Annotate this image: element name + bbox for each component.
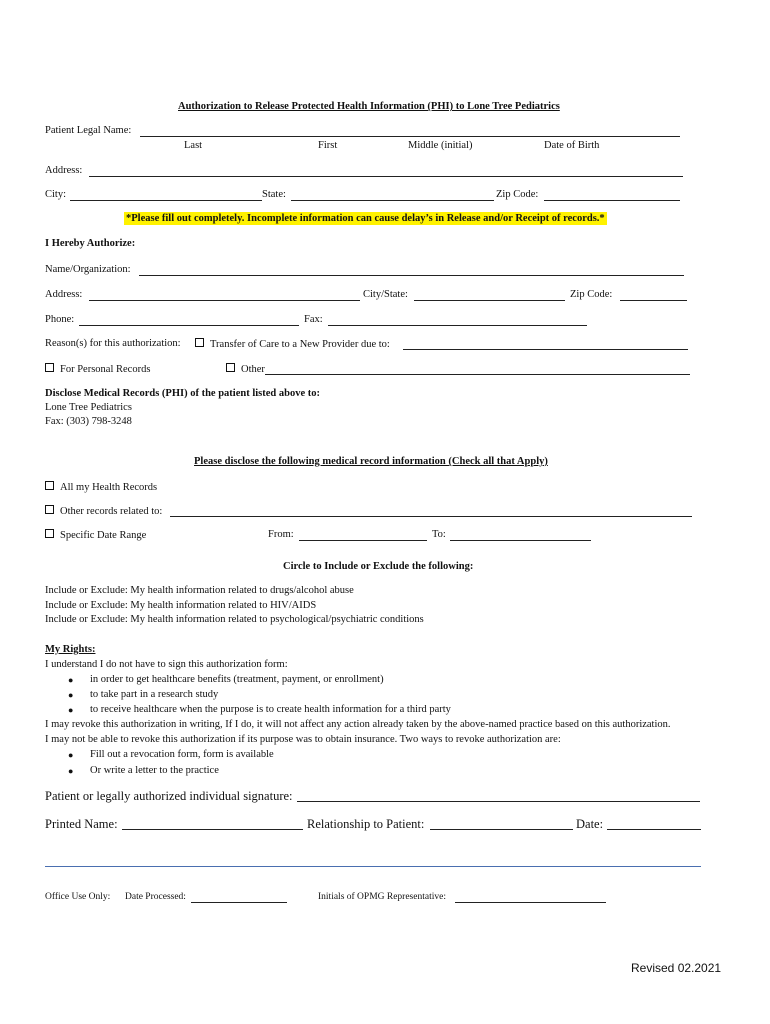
other-reason-field[interactable] [265,374,690,375]
patient-legal-name-field[interactable] [140,136,680,137]
form-title: Authorization to Release Protected Health Information (PHI) to Lone Tree Pediatrics [178,101,560,112]
patient-city-field[interactable] [70,200,262,201]
reasons-label: Reason(s) for this authorization: [45,338,181,349]
name-organization-label: Name/Organization: [45,264,131,275]
date-range-checkbox[interactable] [45,529,54,538]
signature-label: Patient or legally authorized individual signature: [45,789,293,803]
include-exclude-hiv[interactable]: Include or Exclude: My health information related to HIV/AIDS [45,600,317,611]
disclose-heading: Disclose Medical Records (PHI) of the patient listed above to: [45,388,320,399]
last-name-caption: Last [184,140,203,151]
org-zip-label: Zip Code: [570,289,613,300]
other-option[interactable]: Other [226,363,265,375]
bullet-icon: ● [68,766,74,776]
circle-heading: Circle to Include or Exclude the following: [283,561,474,572]
from-label: From: [268,529,294,540]
bullet-icon: ● [68,750,74,760]
date-of-birth-caption: Date of Birth [544,140,600,151]
other-checkbox[interactable] [226,363,235,372]
first-name-caption: First [318,140,338,151]
to-label: To: [432,529,446,540]
authorize-heading: I Hereby Authorize: [45,238,136,249]
include-exclude-drugs[interactable]: Include or Exclude: My health information related to drugs/alcohol abuse [45,585,354,596]
relationship-label: Relationship to Patient: [307,817,425,831]
date-processed-label: Date Processed: [125,892,186,902]
printed-name-field[interactable] [122,829,303,830]
rights-bullet: to take part in a research study [90,689,219,700]
org-city-state-label: City/State: [363,289,408,300]
rights-bullet: to receive healthcare when the purpose is to create health information for a third party [90,704,451,715]
revoke-insurance-statement: I may not be able to revoke this authorization if its purpose was to obtain insurance. Two ways to revoke authorization are: [45,734,561,745]
other-records-field[interactable] [170,516,692,517]
patient-legal-name-label: Patient Legal Name: [45,125,132,136]
revoke-way: Fill out a revocation form, form is available [90,749,274,760]
signature-date-label: Date: [576,817,604,831]
patient-address-label: Address: [45,165,83,176]
include-exclude-psych[interactable]: Include or Exclude: My health information related to psychological/psychiatric conditions [45,614,424,625]
records-heading: Please disclose the following medical record information (Check all that Apply) [194,456,548,467]
date-processed-field[interactable] [191,902,287,903]
patient-zip-field[interactable] [544,200,680,201]
bullet-icon: ● [68,705,74,715]
relationship-field[interactable] [430,829,573,830]
rights-bullet: in order to get healthcare benefits (treatment, payment, or enrollment) [90,674,384,685]
org-city-state-field[interactable] [414,300,565,301]
personal-records-checkbox[interactable] [45,363,54,372]
bullet-icon: ● [68,690,74,700]
revision-note: Revised 02.2021 [631,961,722,975]
other-records-checkbox[interactable] [45,505,54,514]
transfer-reason-field[interactable] [403,349,688,350]
org-address-label: Address: [45,289,83,300]
office-use-label: Office Use Only: [45,892,111,902]
signature-date-field[interactable] [607,829,701,830]
revoke-statement: I may revoke this authorization in writing, If I do, it will not affect any action already taken by the above-named practice based on this authorization. [45,719,671,730]
all-records-checkbox[interactable] [45,481,54,490]
transfer-of-care-option[interactable]: Transfer of Care to a New Provider due to: [195,338,390,350]
name-organization-field[interactable] [139,275,684,276]
signature-field[interactable] [297,801,700,802]
revoke-way: Or write a letter to the practice [90,765,219,776]
patient-city-label: City: [45,189,67,200]
patient-state-field[interactable] [291,200,494,201]
date-range-option[interactable]: Specific Date Range [45,529,146,541]
opmg-initials-field[interactable] [455,902,606,903]
disclose-org: Lone Tree Pediatrics [45,402,132,413]
org-phone-field[interactable] [79,325,299,326]
opmg-initials-label: Initials of OPMG Representative: [318,892,446,902]
patient-state-label: State: [262,189,286,200]
patient-zip-label: Zip Code: [496,189,539,200]
org-phone-label: Phone: [45,314,75,325]
personal-records-option[interactable]: For Personal Records [45,363,150,375]
printed-name-label: Printed Name: [45,817,118,831]
rights-heading: My Rights: [45,644,96,655]
transfer-checkbox[interactable] [195,338,204,347]
completion-notice: *Please fill out completely. Incomplete information can cause delay’s in Release and/or Receipt of records.* [126,213,605,224]
from-date-field[interactable] [299,540,427,541]
to-date-field[interactable] [450,540,591,541]
disclose-fax: Fax: (303) 798-3248 [45,416,132,427]
patient-address-field[interactable] [89,176,683,177]
all-records-option[interactable]: All my Health Records [45,481,157,493]
org-fax-label: Fax: [304,314,323,325]
org-address-field[interactable] [89,300,360,301]
section-divider [45,866,701,867]
middle-initial-caption: Middle (initial) [408,140,473,151]
other-records-option[interactable]: Other records related to: [45,505,162,517]
rights-intro: I understand I do not have to sign this authorization form: [45,659,288,670]
org-fax-field[interactable] [328,325,587,326]
org-zip-field[interactable] [620,300,687,301]
bullet-icon: ● [68,675,74,685]
